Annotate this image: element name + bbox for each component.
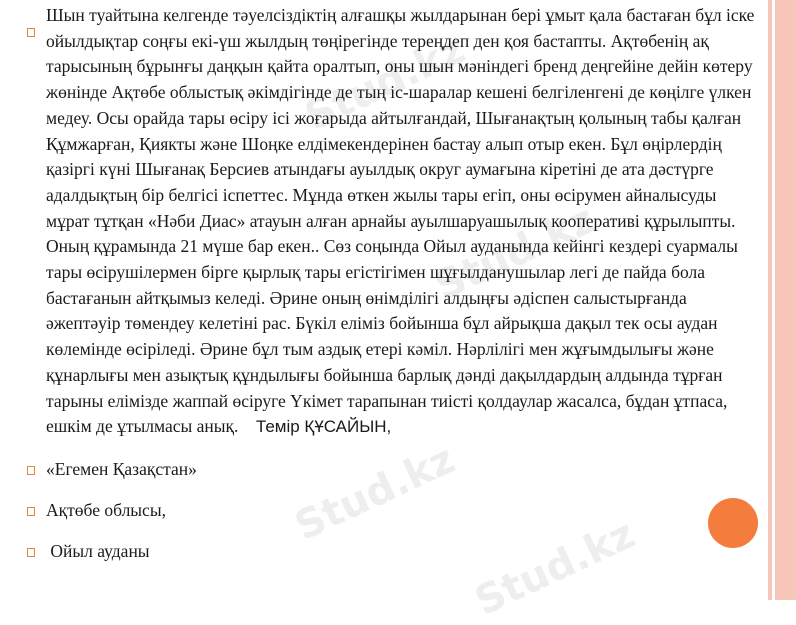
article-body: Шын туайтына келгенде тәуелсіздіктің алғашқы жылдарынан бері ұмыт қала бастаған бұл іске ойылдықтар соңғы екі-үш жылдың төңірегінде тереңдеп ден қоя бастапты. Ақтөбенің ақ тарысының бұрынғы даңқын қайта оралтып, оны шын мәніндегі бренд деңгейіне дейін көтеру жөнінде Ақтөбе облыстық әкімдігінде де тың іс-шаралар кешені белгіленгені де көңілге үлкен медеу. Осы орайда тары өсіру ісі жоғарыда айтылғандай, Шығанақтың қолының табы қалған Құмжарған, Қиякты және Шоңке елдімекендерінен бастау алып отыр екен. Бұл өңірлердің қазіргі күні Шығанақ Берсиев атындағы ауылдық округ аумағына кіретіні де ата дәстүрге адалдықтың бір белгісі іспеттес. Мұнда өткен жылы тары егіп, оны өсірумен айналысуды мұрат тұтқан «Нәби Диас» атауын алған арнайы ауылшаруашылық кооперативі құрылыпты. Оның құрамында 21 мүше бар екен.. Сөз соңында Ойыл ауданында кейінгі кездері суармалы тары өсірушілермен бірге қырлық тары егістігімен шұғылданушылар легі де пайда бола бастағанын айтқымыз келеді. Әрине оның өнімділігі алдыңғы әдіспен салыстырғанда әжептәуір төмендеу келетіні рас. Бүкіл еліміз бойынша бұл айрықша дақыл тек осы аудан көлемінде өсіріледі. Әрине бұл тым аздық етері кәміл. Нәрлілігі мен жұғымдылығы және құнарлығы мен азықтық құндылығы бойынша барлық дәнді дақылдардың алдында тұрған тарыны елімізде жаппай өсіруге Үкімет тарапынан тиісті қолдаулар жасалса, бұдан ұтпаса, ешкім де ұтылмасы анық.: [46, 5, 755, 437]
watermark: Stud.kz: [468, 511, 642, 625]
article-item: [22, 3, 757, 440]
square-bullet-icon: [27, 28, 35, 37]
region-name: Ақтөбе облысы,: [46, 499, 166, 520]
right-decor-bar: [766, 0, 796, 600]
newspaper-name: «Егемен Қазақстан»: [46, 458, 197, 479]
article-paragraph: [46, 3, 757, 440]
square-bullet-icon: [27, 466, 35, 475]
watermark: Stud.kz: [298, 26, 472, 140]
district-name: Ойыл ауданы: [46, 540, 150, 561]
slide-content: [22, 3, 757, 563]
district-item: [22, 539, 757, 563]
watermark: Stud.kz: [288, 436, 462, 550]
square-bullet-icon: [27, 548, 35, 557]
square-bullet-icon: [27, 507, 35, 516]
article-author: Темір ҚҰСАЙЫН,: [255, 417, 392, 437]
region-item: [22, 498, 757, 522]
watermark: Stud.kz: [428, 196, 602, 310]
source-item: [22, 457, 757, 481]
